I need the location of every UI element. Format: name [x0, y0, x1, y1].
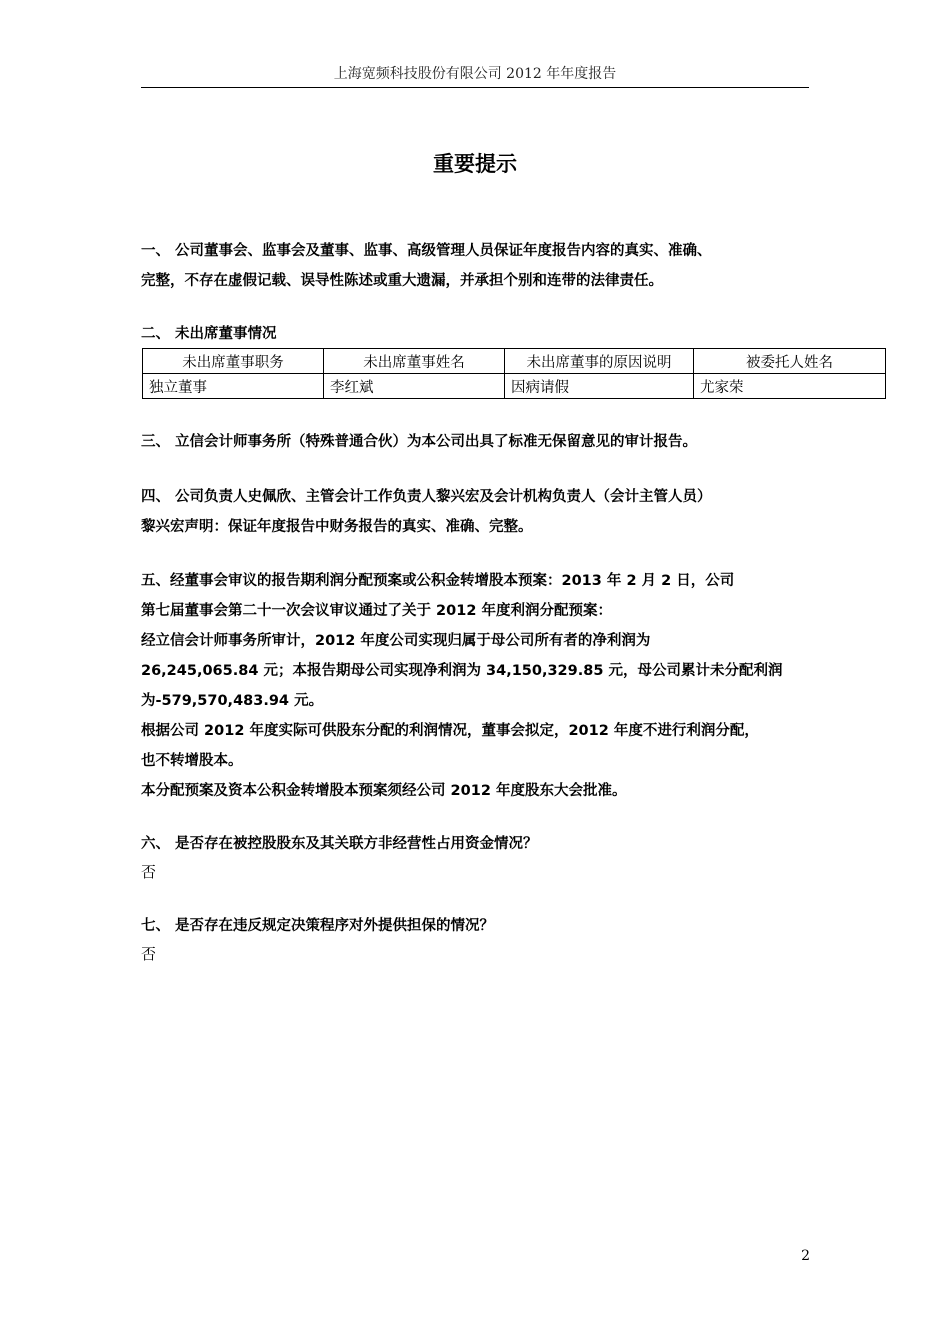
- table-cell: 李红斌: [324, 374, 505, 399]
- table-header-cell: 被委托人姓名: [694, 349, 886, 374]
- table-header-row: [143, 349, 886, 374]
- page-number: 2: [801, 1248, 810, 1264]
- table-cell: 因病请假: [505, 374, 694, 399]
- section-5-line-5: 为-579,570,483.94 元。: [141, 693, 324, 709]
- section-5-line-7: 也不转增股本。: [141, 753, 243, 769]
- table-cell: 独立董事: [143, 374, 324, 399]
- section-6-answer: 否: [141, 863, 157, 881]
- table-header-cell: 未出席董事姓名: [324, 349, 505, 374]
- section-5-line-3: 经立信会计师事务所审计，2012 年度公司实现归属于母公司所有者的净利润为: [141, 633, 651, 649]
- section-1-line-1: 一、 公司董事会、监事会及董事、监事、高级管理人员保证年度报告内容的真实、准确、: [141, 243, 712, 259]
- section-4: [141, 482, 809, 542]
- section-4-line-1: 四、 公司负责人史佩欣、主管会计工作负责人黎兴宏及会计机构负责人（会计主管人员）: [141, 489, 712, 505]
- section-7-question: 七、 是否存在违反规定决策程序对外提供担保的情况？: [141, 918, 495, 934]
- absent-directors-table: [142, 348, 886, 399]
- section-4-line-2: 黎兴宏声明：保证年度报告中财务报告的真实、准确、完整。: [141, 519, 533, 535]
- section-7-answer: 否: [141, 945, 157, 963]
- section-5-line-2: 第七届董事会第二十一次会议审议通过了关于 2012 年度利润分配预案：: [141, 603, 612, 619]
- section-1-line-2: 完整，不存在虚假记载、误导性陈述或重大遗漏，并承担个别和连带的法律责任。: [141, 273, 663, 289]
- section-1: [141, 236, 809, 296]
- section-5-line-6: 根据公司 2012 年度实际可供股东分配的利润情况，董事会拟定，2012 年度不进行利润分配，: [141, 723, 759, 739]
- section-2-heading: 二、 未出席董事情况: [141, 326, 277, 342]
- section-5: [141, 566, 809, 806]
- table-header-cell: 未出席董事的原因说明: [505, 349, 694, 374]
- table-header-cell: 未出席董事职务: [143, 349, 324, 374]
- table-cell: 尤家荣: [694, 374, 886, 399]
- section-6-question: 六、 是否存在被控股股东及其关联方非经营性占用资金情况？: [141, 836, 538, 852]
- table-row: [143, 374, 886, 399]
- page-title: 重要提示: [433, 152, 517, 176]
- section-3: 三、 立信会计师事务所（特殊普通合伙）为本公司出具了标准无保留意见的审计报告。: [141, 434, 698, 450]
- section-5-line-1: 五、经董事会审议的报告期利润分配预案或公积金转增股本预案：2013 年 2 月 2 日，公司: [141, 573, 735, 589]
- section-5-line-8: 本分配预案及资本公积金转增股本预案须经公司 2012 年度股东大会批准。: [141, 783, 627, 799]
- section-5-line-4: 26,245,065.84 元；本报告期母公司实现净利润为 34,150,329.85 元，母公司累计未分配利润: [141, 663, 783, 679]
- page-header: 上海宽频科技股份有限公司 2012 年年度报告: [141, 62, 809, 88]
